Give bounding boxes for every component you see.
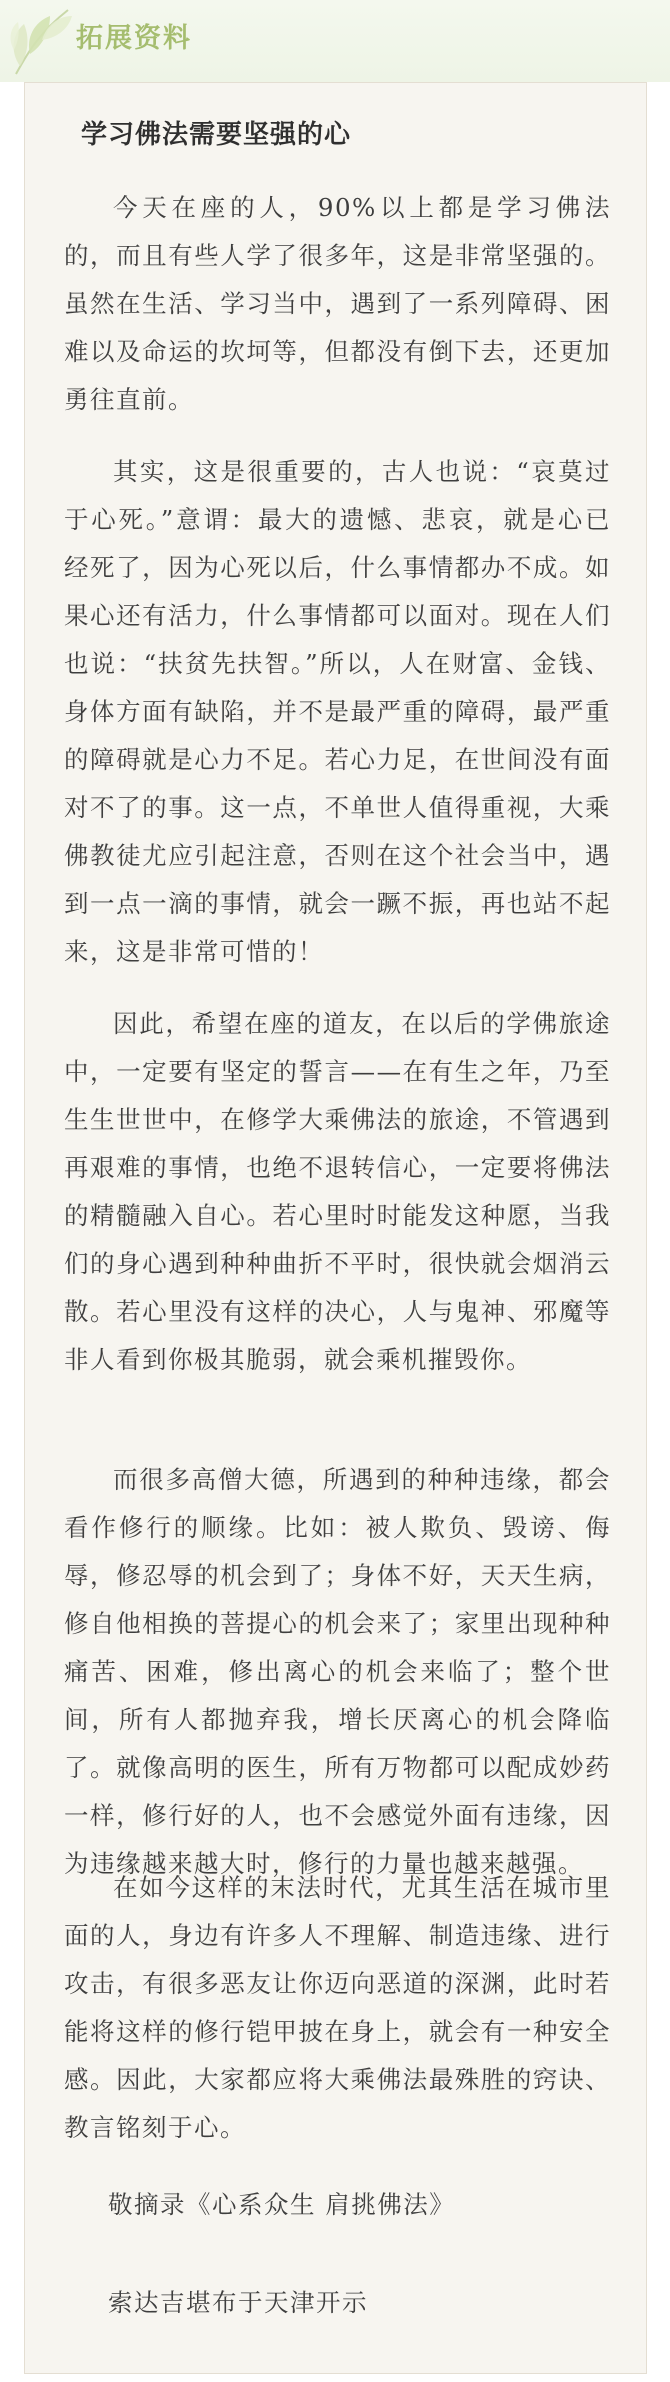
header-bar <box>0 0 670 82</box>
section-title: 拓展资料 <box>76 23 192 54</box>
article-paragraph: 在如今这样的末法时代，尤其生活在城市里面的人，身边有许多人不理解、制造违缘、进行攻击，有很多恶友让你迈向恶道的深渊，此时若能将这样的修行铠甲披在身上，就会有一种安全感。因此，大家都应将大乘佛法最殊胜的窍诀、教言铭刻于心。 <box>64 1873 611 2142</box>
article-paragraph: 而很多高僧大德，所遇到的种种违缘，都会看作修行的顺缘。比如：被人欺负、毁谤、侮辱，修忍辱的机会到了；身体不好，天天生病，修自他相换的菩提心的机会来了；家里出现种种痛苦、困难，修出离心的机会来临了；整个世间，所有人都抛弃我，增长厌离心的机会降临了。就像高明的医生，所有万物都可以配成妙药一样，修行好的人，也不会感觉外面有违缘，因为违缘越来越大时，修行的力量也越来越强。 <box>64 1465 611 1878</box>
article-paragraph: 其实，这是很重要的，古人也说：“哀莫过于心死。”意谓：最大的遗憾、悲哀，就是心已经死了，因为心死以后，什么事情都办不成。如果心还有活力，什么事情都可以面对。现在人们也说：“扶贫先扶智。”所以，人在财富、金钱、身体方面有缺陷，并不是最严重的障碍，最严重的障碍就是心力不足。若心力足，在世间没有面对不了的事。这一点，不单世人值得重视，大乘佛教徒尤应引起注意，否则在这个社会当中，遇到一点一滴的事情，就会一蹶不振，再也站不起来，这是非常可惜的！ <box>64 457 611 966</box>
article-paragraph: 因此，希望在座的道友，在以后的学佛旅途中，一定要有坚定的誓言——在有生之年，乃至生生世世中，在修学大乘佛法的旅途，不管遇到再艰难的事情，也绝不退转信心，一定要将佛法的精髓融入自心。若心里时时能发这种愿，当我们的身心遇到种种曲折不平时，很快就会烟消云散。若心里没有这样的决心，人与鬼神、邪魔等非人看到你极其脆弱，就会乘机摧毁你。 <box>64 1009 611 1374</box>
article-title: 学习佛法需要坚强的心 <box>81 120 352 150</box>
speaker-credit: 索达吉堪布于天津开示 <box>108 2288 368 2317</box>
article-paragraph: 今天在座的人，90%以上都是学习佛法的，而且有些人学了很多年，这是非常坚强的。虽然在生活、学习当中，遇到了一系列障碍、困难以及命运的坎坷等，但都没有倒下去，还更加勇往直前。 <box>64 193 611 414</box>
source-citation: 敬摘录《心系众生 肩挑佛法》 <box>108 2190 456 2219</box>
leaf-icon <box>6 4 78 78</box>
